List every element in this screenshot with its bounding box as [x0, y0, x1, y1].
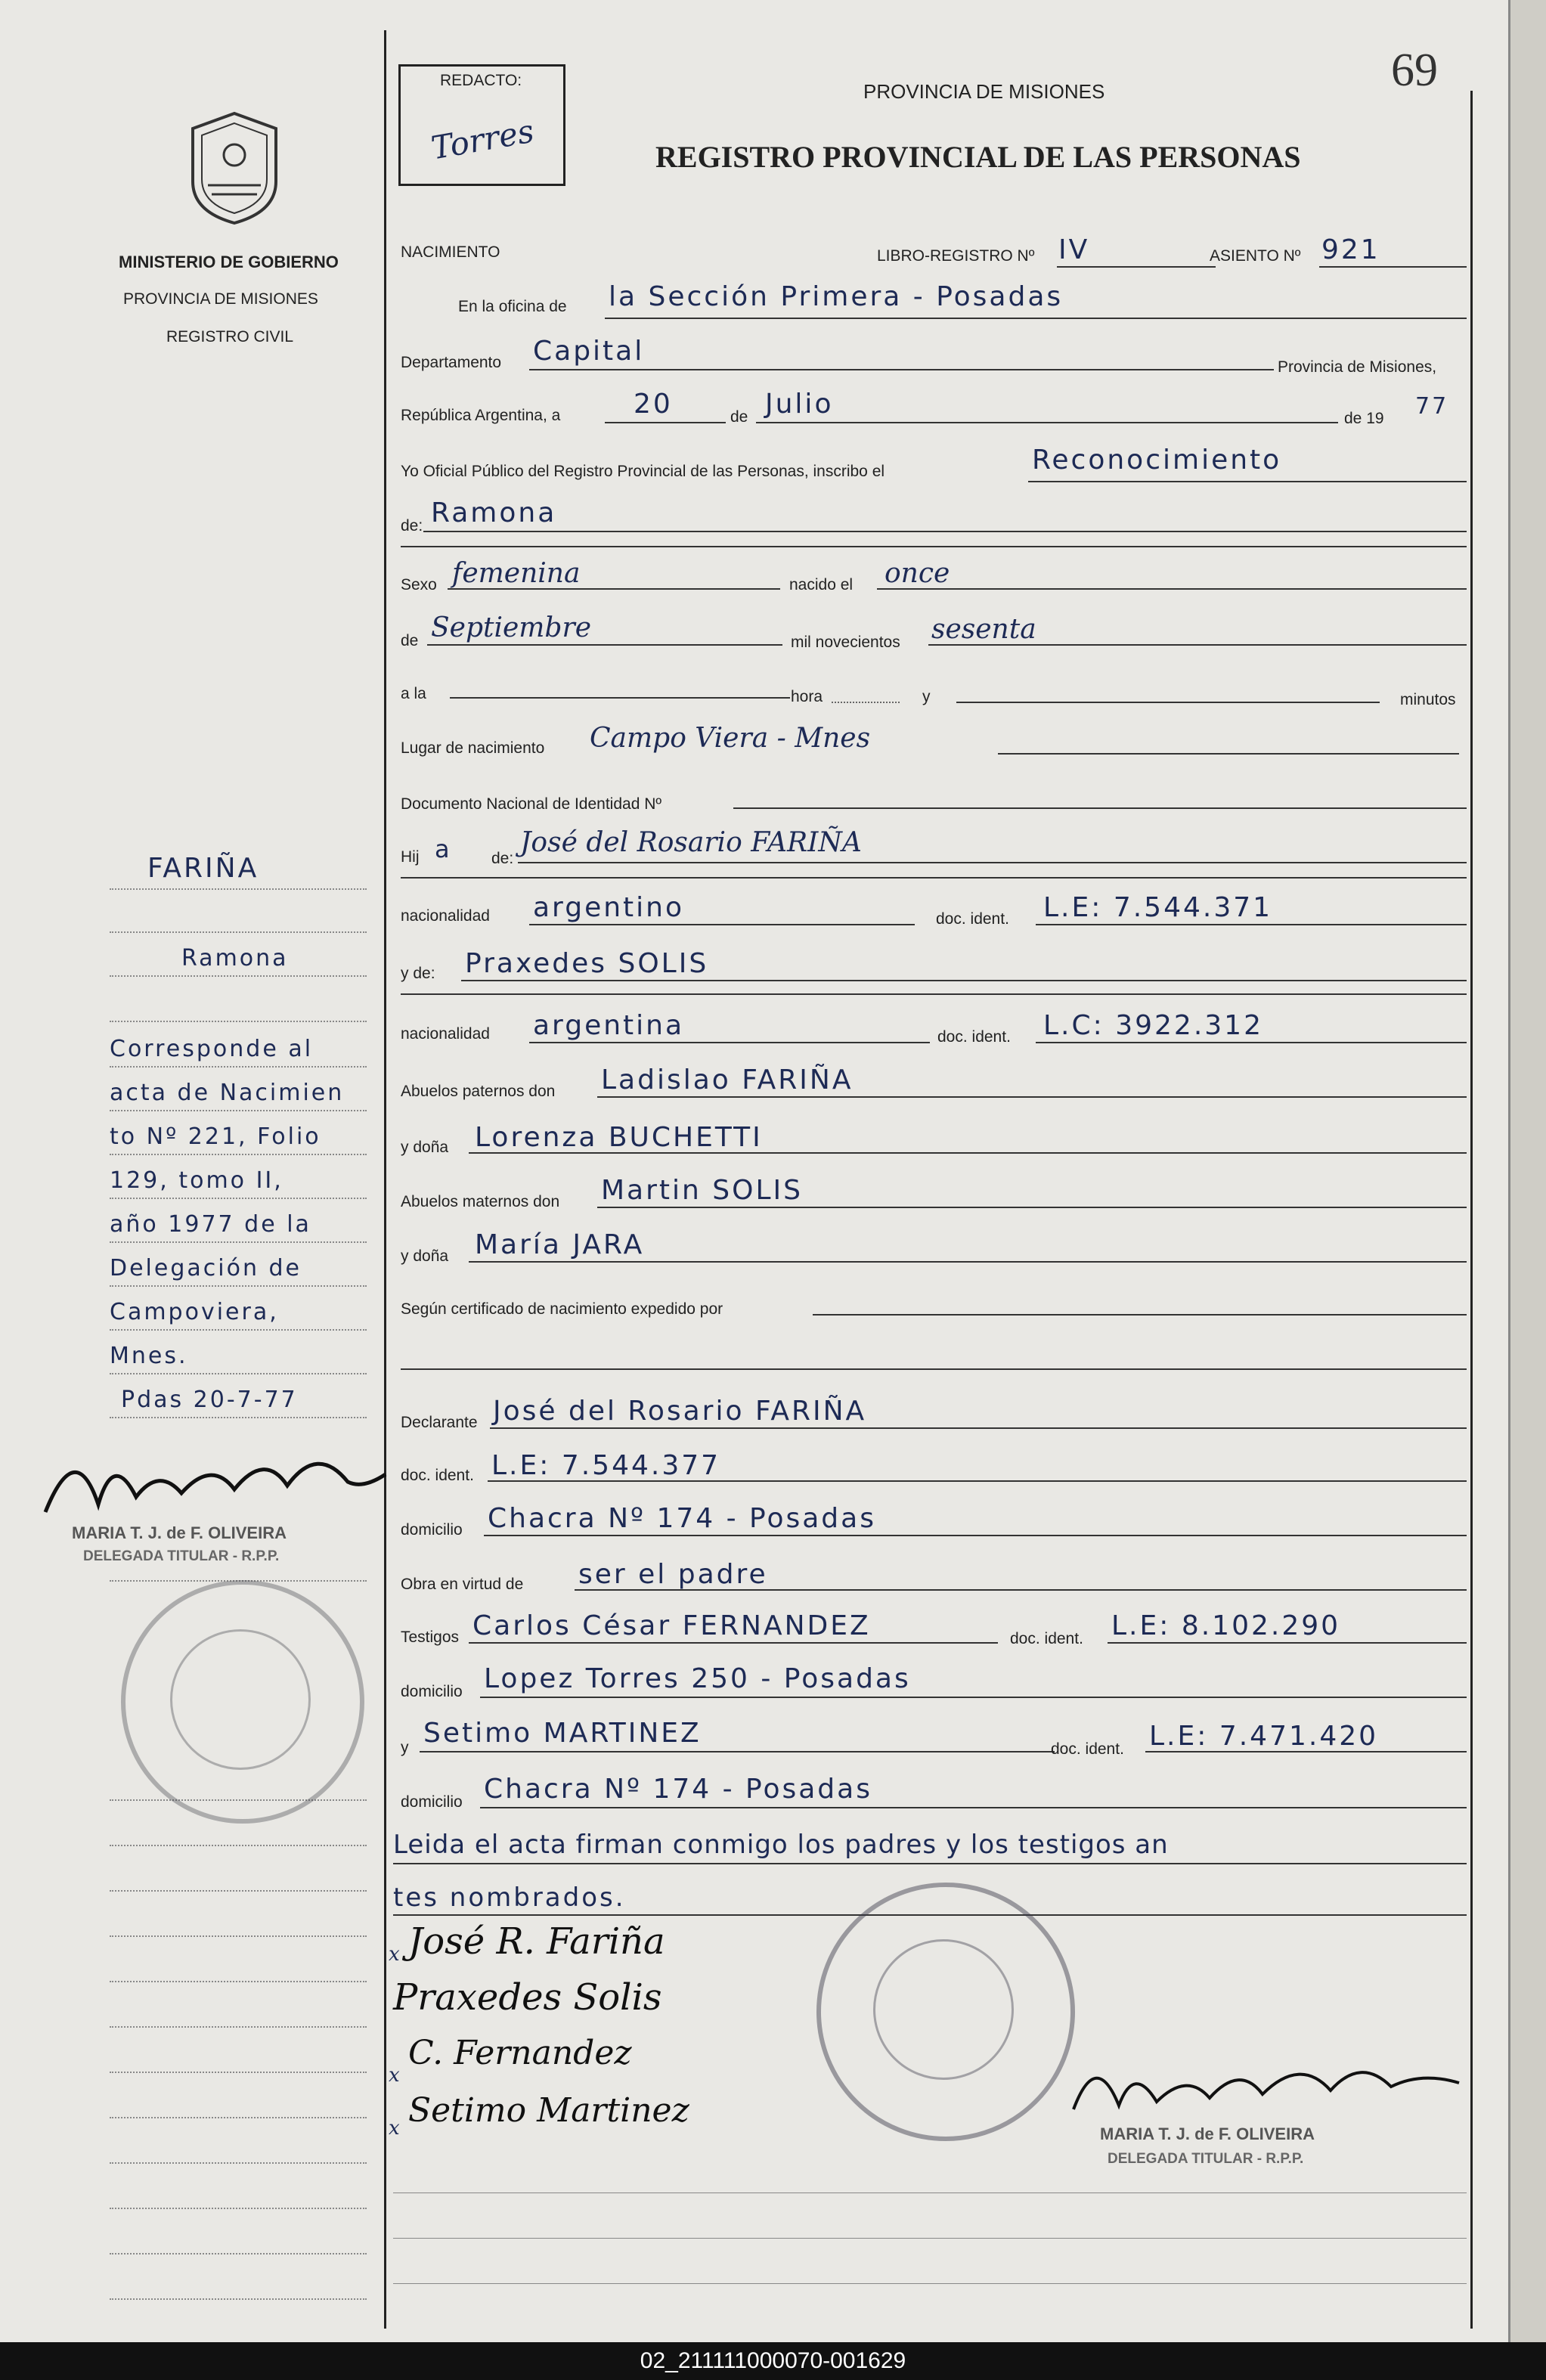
- field-line: [529, 369, 1274, 370]
- field-line: [1036, 924, 1467, 925]
- nombre-value: Ramona: [431, 497, 557, 528]
- ledger-line: [110, 2162, 367, 2164]
- field-line: [813, 1314, 1467, 1316]
- hora-label: hora: [791, 688, 823, 705]
- field-line: [597, 1096, 1467, 1098]
- abuela-pat-value: Lorenza BUCHETTI: [475, 1122, 763, 1153]
- leida-line-1: Leida el acta firman conmigo los padres y los testigos an: [393, 1830, 1169, 1860]
- field-line: [1057, 266, 1216, 268]
- x-mark: x: [389, 1943, 400, 1966]
- field-line: [733, 807, 1467, 809]
- signature-witness-2: Setimo Martinez: [408, 2091, 689, 2130]
- obra-value: ser el padre: [578, 1559, 768, 1590]
- ledger-line: [110, 1154, 367, 1155]
- margin-note-line: to Nº 221, Folio: [110, 1123, 321, 1150]
- x-mark: x: [389, 2064, 400, 2087]
- departamento-label: Departamento: [401, 354, 502, 371]
- nac-padre-value: argentino: [533, 892, 685, 923]
- doc-declarante-value: L.E: 7.544.377: [491, 1450, 721, 1481]
- field-line: [401, 546, 1467, 547]
- dona-mat-label: y doña: [401, 1247, 449, 1265]
- field-line: [956, 702, 1380, 703]
- ledger-line: [110, 1935, 367, 1937]
- official-stamp-name: MARIA T. J. de F. OLIVEIRA: [1100, 2124, 1315, 2143]
- field-line: [529, 924, 915, 925]
- obra-label: Obra en virtud de: [401, 1576, 524, 1593]
- ledger-line: [110, 1890, 367, 1892]
- padre-value: José del Rosario FARIÑA: [520, 827, 862, 858]
- field-line: [832, 702, 900, 703]
- field-line: [480, 1807, 1467, 1808]
- margin-name: Ramona: [181, 945, 289, 972]
- dia-value: 20: [634, 389, 673, 420]
- domicilio-testigo1-label: domicilio: [401, 1683, 463, 1700]
- field-line: [877, 588, 1467, 590]
- y-label: y: [922, 688, 931, 705]
- domicilio-testigo2-label: domicilio: [401, 1793, 463, 1811]
- doc-testigo2-label: doc. ident.: [1051, 1740, 1124, 1758]
- field-line: [427, 644, 782, 646]
- ledger-line: [110, 1110, 367, 1111]
- field-line: [756, 422, 1338, 423]
- lugar-value: Campo Viera - Mnes: [590, 723, 871, 754]
- file-footer: 02_211111000070-001629: [0, 2342, 1546, 2380]
- margin-signature: [30, 1421, 393, 1535]
- ledger-line: [110, 931, 367, 933]
- field-line: [401, 1368, 1467, 1370]
- libro-label: LIBRO-REGISTRO Nº: [877, 247, 1035, 265]
- anio-value: 77: [1415, 393, 1449, 420]
- field-line: [401, 993, 1467, 995]
- libro-value: IV: [1058, 234, 1090, 265]
- page-number: 69: [1391, 45, 1438, 96]
- hij-suffix: a: [435, 835, 452, 863]
- provincial-seal-icon: [185, 110, 283, 227]
- y2-label: y: [401, 1739, 409, 1756]
- ledger-line: [110, 1981, 367, 1982]
- field-line: [469, 1261, 1467, 1263]
- margin-note-line: Delegación de: [110, 1255, 302, 1281]
- nacimiento-label: NACIMIENTO: [401, 243, 500, 261]
- ledger-line: [110, 2298, 367, 2300]
- field-line: [423, 531, 1467, 532]
- yde-label: y de:: [401, 965, 435, 982]
- margin-note-line: año 1977 de la: [110, 1211, 311, 1238]
- ala-label: a la: [401, 685, 426, 702]
- domicilio-testigo2-value: Chacra Nº 174 - Posadas: [484, 1774, 872, 1805]
- signature-father: José R. Fariña: [408, 1920, 665, 1963]
- field-line: [928, 644, 1467, 646]
- field-line: [605, 422, 726, 423]
- nacionalidad-madre-label: nacionalidad: [401, 1025, 490, 1043]
- declarante-value: José del Rosario FARIÑA: [493, 1396, 867, 1427]
- field-line: [480, 1697, 1467, 1698]
- field-line: [518, 862, 1467, 863]
- testigo1-value: Carlos César FERNANDEZ: [472, 1610, 871, 1641]
- de19-label: de 19: [1344, 410, 1384, 427]
- redacto-value: Torres: [428, 112, 537, 167]
- testigos-label: Testigos: [401, 1629, 460, 1646]
- doc-ident-label: doc. ident.: [936, 910, 1009, 928]
- ministry-registry: REGISTRO CIVIL: [166, 328, 294, 346]
- inscribo-label: Yo Oficial Público del Registro Provincial de las Personas, inscribo el: [401, 463, 885, 480]
- ledger-line: [110, 1241, 367, 1243]
- margin-note-line: Corresponde al: [110, 1036, 314, 1062]
- right-margin-rule: [1470, 91, 1473, 2329]
- doc-testigo1-value: L.E: 8.102.290: [1111, 1610, 1341, 1641]
- lugar-label: Lugar de nacimiento: [401, 739, 545, 757]
- doc-ident2-label: doc. ident.: [401, 1467, 474, 1484]
- sexo-value: femenina: [452, 558, 581, 589]
- official-signature: [1058, 2041, 1467, 2132]
- margin-note-line: 129, tomo II,: [110, 1167, 283, 1194]
- field-line: [1145, 1751, 1467, 1752]
- field-line: [448, 588, 780, 590]
- abuelo-pat-value: Ladislao FARIÑA: [601, 1064, 854, 1095]
- ledger-line: [110, 1066, 367, 1068]
- margin-note-line: Campoviera,: [110, 1299, 279, 1325]
- field-line: [393, 2238, 1467, 2239]
- de-nombre-label: de:: [401, 517, 423, 535]
- dona-label: y doña: [401, 1139, 449, 1156]
- margin-stamp-name: MARIA T. J. de F. OLIVEIRA: [72, 1523, 287, 1542]
- ledger-line: [110, 1845, 367, 1846]
- margin-note-line: Pdas 20-7-77: [121, 1387, 298, 1413]
- domicilio-declarante-value: Chacra Nº 174 - Posadas: [488, 1503, 876, 1534]
- certificado-label: Según certificado de nacimiento expedido por: [401, 1300, 723, 1318]
- field-line: [393, 2283, 1467, 2284]
- ledger-line: [110, 2208, 367, 2209]
- margin-stamp-title: DELEGADA TITULAR - R.P.P.: [83, 1548, 280, 1564]
- oficina-label: En la oficina de: [458, 298, 567, 315]
- left-margin-rule: [384, 30, 386, 2329]
- mes-nac-value: Septiembre: [431, 612, 591, 643]
- margin-note-line: Mnes.: [110, 1343, 188, 1369]
- departamento-value: Capital: [533, 336, 645, 367]
- mil-label: mil novecientos: [791, 634, 900, 651]
- field-line: [597, 1207, 1467, 1208]
- abuela-mat-value: María JARA: [475, 1229, 645, 1260]
- x-mark: x: [389, 2117, 400, 2140]
- signature-witness-1: C. Fernandez: [408, 2034, 632, 2072]
- field-line: [998, 753, 1459, 755]
- asiento-label: ASIENTO Nº: [1210, 247, 1301, 265]
- oficina-value: la Sección Primera - Posadas: [609, 281, 1064, 312]
- sexo-label: Sexo: [401, 576, 437, 593]
- redacto-label: REDACTO:: [440, 72, 522, 89]
- ledger-line: [110, 1417, 367, 1418]
- ledger-line: [110, 888, 367, 890]
- hij-label: Hij: [401, 848, 420, 866]
- doc-madre-value: L.C: 3922.312: [1043, 1010, 1263, 1041]
- official-round-stamp-inner: [873, 1939, 1014, 2080]
- ledger-line: [110, 975, 367, 977]
- field-line: [575, 1589, 1467, 1591]
- ministry-province: PROVINCIA DE MISIONES: [123, 290, 318, 308]
- abuelo-mat-value: Martin SOLIS: [601, 1175, 804, 1206]
- abuelos-pat-label: Abuelos paternos don: [401, 1083, 556, 1100]
- de-padre-label: de:: [491, 850, 514, 867]
- ledger-line: [110, 2253, 367, 2254]
- ledger-line: [110, 2072, 367, 2073]
- ledger-line: [110, 2117, 367, 2118]
- ledger-line: [110, 1373, 367, 1374]
- doc-testigo2-value: L.E: 7.471.420: [1149, 1721, 1379, 1752]
- field-line: [1108, 1642, 1467, 1644]
- field-line: [450, 697, 790, 699]
- madre-value: Praxedes SOLIS: [465, 948, 709, 979]
- domicilio-label: domicilio: [401, 1521, 463, 1539]
- ledger-line: [110, 1285, 367, 1287]
- nacido-label: nacido el: [789, 576, 854, 593]
- de2-label: de: [401, 632, 419, 649]
- field-line: [529, 1042, 930, 1043]
- dni-label: Documento Nacional de Identidad Nº: [401, 795, 662, 813]
- doc-ident-madre-label: doc. ident.: [937, 1028, 1011, 1046]
- next-page-edge: [1508, 0, 1546, 2342]
- field-line: [605, 318, 1467, 319]
- header-province: PROVINCIA DE MISIONES: [863, 80, 1105, 103]
- nacionalidad-label: nacionalidad: [401, 907, 490, 925]
- margin-round-stamp-inner: [170, 1629, 311, 1770]
- field-line: [1319, 266, 1467, 268]
- ledger-line: [110, 1329, 367, 1331]
- de-label: de: [730, 408, 748, 426]
- field-line: [420, 1751, 1055, 1752]
- field-line: [1036, 1042, 1467, 1043]
- official-stamp-title: DELEGADA TITULAR - R.P.P.: [1108, 2151, 1304, 2167]
- nacido-value: once: [885, 558, 950, 589]
- anio-nac-value: sesenta: [931, 614, 1036, 645]
- field-line: [1028, 481, 1467, 482]
- doc-padre-value: L.E: 7.544.371: [1043, 892, 1273, 923]
- testigo2-value: Setimo MARTINEZ: [423, 1718, 702, 1749]
- doc-testigo1-label: doc. ident.: [1010, 1630, 1083, 1647]
- ministry-title: MINISTERIO DE GOBIERNO: [119, 253, 339, 271]
- field-line: [488, 1480, 1467, 1482]
- field-line: [469, 1152, 1467, 1154]
- provincia-label: Provincia de Misiones,: [1278, 358, 1437, 376]
- declarante-label: Declarante: [401, 1414, 478, 1431]
- nac-madre-value: argentina: [533, 1010, 685, 1041]
- field-line: [490, 1427, 1467, 1429]
- header-title: REGISTRO PROVINCIAL DE LAS PERSONAS: [655, 140, 1301, 174]
- domicilio-testigo1-value: Lopez Torres 250 - Posadas: [484, 1663, 911, 1694]
- inscribo-value: Reconocimiento: [1032, 445, 1282, 476]
- field-line: [484, 1535, 1467, 1536]
- ledger-line: [110, 1021, 367, 1022]
- margin-note-line: acta de Nacimien: [110, 1080, 345, 1106]
- minutos-label: minutos: [1400, 691, 1456, 708]
- mes-value: Julio: [765, 389, 834, 420]
- signature-mother: Praxedes Solis: [393, 1976, 662, 2019]
- ledger-line: [110, 2026, 367, 2028]
- republica-label: República Argentina, a: [401, 407, 561, 424]
- asiento-value: 921: [1321, 234, 1380, 265]
- margin-surname: FARIÑA: [147, 853, 259, 884]
- field-line: [393, 1863, 1467, 1864]
- field-line: [461, 980, 1467, 981]
- leida-line-2: tes nombrados.: [393, 1883, 626, 1913]
- field-line: [401, 877, 1467, 879]
- field-line: [469, 1642, 998, 1644]
- ledger-line: [110, 1198, 367, 1199]
- abuelos-mat-label: Abuelos maternos don: [401, 1193, 560, 1210]
